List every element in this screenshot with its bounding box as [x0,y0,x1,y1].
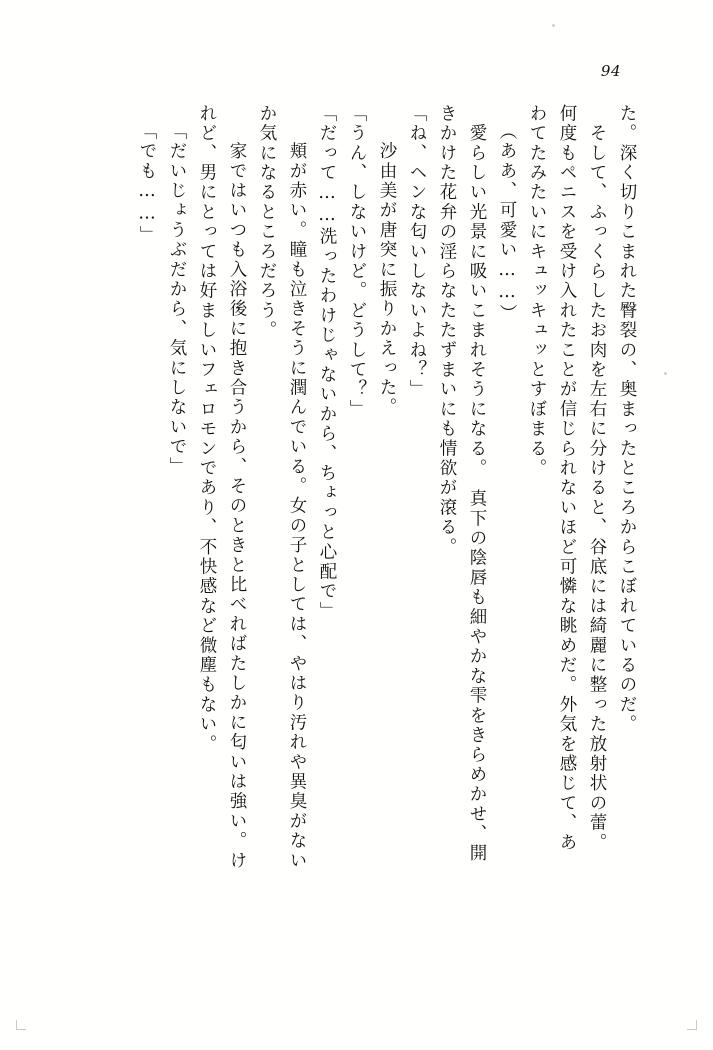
text-column: 家ではいつも入浴後に抱き合うから、そのときと比べればたしかに匂いは強い。け [227,122,247,871]
text-column: きかけた花弁の淫らなたたずまいにも情欲が滾る。 [437,104,457,558]
text-column: れど、男にとっては好ましいフェロモンであり、不快感など微塵もない。 [197,104,217,755]
text-column: 「でも……」 [137,122,157,246]
text-column: 頬が赤い。瞳も泣きそうに潤んでいる。女の子としては、やはり汚れや異臭がない [287,122,307,871]
text-column: か気になるところだろう。 [257,104,277,341]
corner-mark-bottom-left [16,1020,26,1030]
text-column: 「だいじょうぶだから、気にしないで」 [167,122,187,477]
paper-speck [664,372,667,375]
text-column: 愛らしい光景に吸いこまれそうになる。 真下の陰唇も細やかな雫をきらめかせ、開 [467,104,487,864]
text-column: た。深く切りこまれた臀裂の、奥まったところからこぼれているのだ。 [617,104,637,735]
paper-speck [552,24,555,27]
text-column: 「うん、しないけど。どうして？」 [347,104,367,420]
text-column: （ああ、可愛い……） [497,122,517,324]
corner-mark-bottom-right [687,1020,697,1030]
text-column: そして、ふっくらしたお肉を左右に分けると、谷底には綺麗に整った放射状の蕾。 [587,104,607,853]
vertical-text-block [78,104,635,964]
text-column: わてたみたいにキュッキュッとすぼまる。 [527,104,547,479]
page-number: 94 [600,62,621,80]
text-column: 「だって……洗ったわけじゃないから、ちょっと心配で」 [317,104,337,622]
text-column: 「ね、ヘンな匂いしないよね？」 [407,104,427,400]
text-column: 沙由美が唐突に振りかえった。 [377,122,397,418]
text-column: 何度もペニスを受け入れたことが信じられないほど可憐な眺めだ。外気を感じて、あ [557,104,577,853]
